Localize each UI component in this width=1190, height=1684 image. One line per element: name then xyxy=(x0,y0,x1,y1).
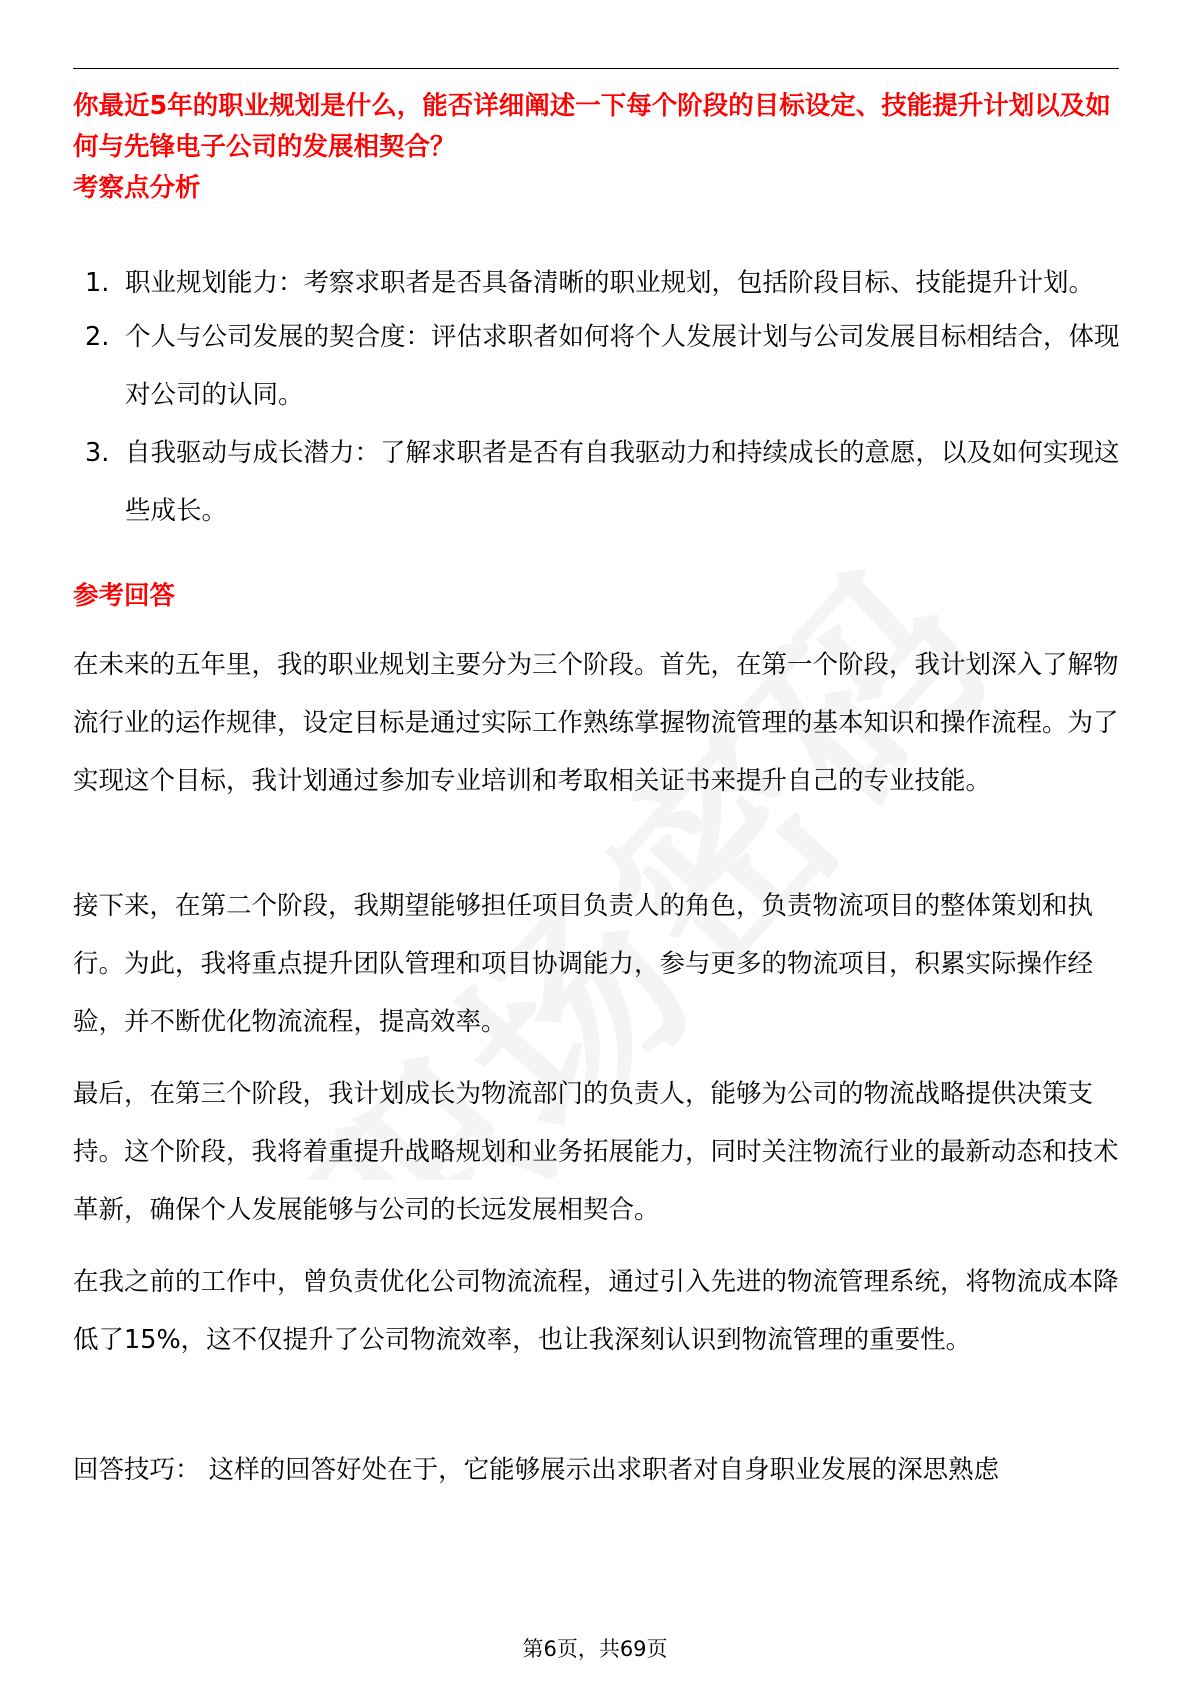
tips-paragraph xyxy=(73,1441,1123,1499)
answer-paragraph: 在未来的五年里，我的职业规划主要分为三个阶段。首先，在第一个阶段，我计划深入了解物流行业的运作规律，设定目标是通过实际工作熟练掌握物流管理的基本知识和操作流程。为了实现这个目标，我计划通过参加专业培训和考取相关证书来提升自己的专业技能。 xyxy=(73,650,1119,796)
analysis-section-title: 考察点分析 xyxy=(73,173,201,203)
list-number: 1. xyxy=(85,268,110,298)
list-number: 3. xyxy=(85,438,110,468)
page-footer: 第6页，共69页 xyxy=(522,1637,668,1661)
list-item-text: 个人与公司发展的契合度：评估求职者如何将个人发展计划与公司发展目标相结合，体现对公司的认同。 xyxy=(125,322,1120,410)
tips-text: 这样的回答好处在于，它能够展示出求职者对自身职业发展的深思熟虑 xyxy=(208,1455,1000,1485)
list-item-text: 自我驱动与成长潜力：了解求职者是否有自我驱动力和持续成长的意愿，以及如何实现这些成长。 xyxy=(125,438,1120,526)
analysis-list xyxy=(85,254,1125,540)
list-number: 2. xyxy=(85,322,110,352)
question-heading: 你最近5年的职业规划是什么，能否详细阐述一下每个阶段的目标设定、技能提升计划以及如何与先锋电子公司的发展相契合？ xyxy=(73,91,1111,162)
list-item xyxy=(85,308,1125,424)
tips-label: 回答技巧： xyxy=(73,1455,201,1485)
list-item-text: 职业规划能力：考察求职者是否具备清晰的职业规划，包括阶段目标、技能提升计划。 xyxy=(125,268,1095,298)
answer-paragraph: 最后，在第三个阶段，我计划成长为物流部门的负责人，能够为公司的物流战略提供决策支持。这个阶段，我将着重提升战略规划和业务拓展能力，同时关注物流行业的最新动态和技术革新，确保个人发展能够与公司的长远发展相契合。 xyxy=(73,1079,1119,1225)
answer-section-title: 参考回答 xyxy=(73,581,176,611)
list-item xyxy=(85,424,1125,540)
top-divider xyxy=(73,68,1119,69)
answer-paragraph: 接下来，在第二个阶段，我期望能够担任项目负责人的角色，负责物流项目的整体策划和执行。为此，我将重点提升团队管理和项目协调能力，参与更多的物流项目，积累实际操作经验，并不断优化物流流程，提高效率。 xyxy=(73,891,1094,1037)
list-item xyxy=(85,254,1125,312)
answer-paragraph: 在我之前的工作中，曾负责优化公司物流流程，通过引入先进的物流管理系统，将物流成本降低了15%，这不仅提升了公司物流效率，也让我深刻认识到物流管理的重要性。 xyxy=(73,1267,1119,1355)
